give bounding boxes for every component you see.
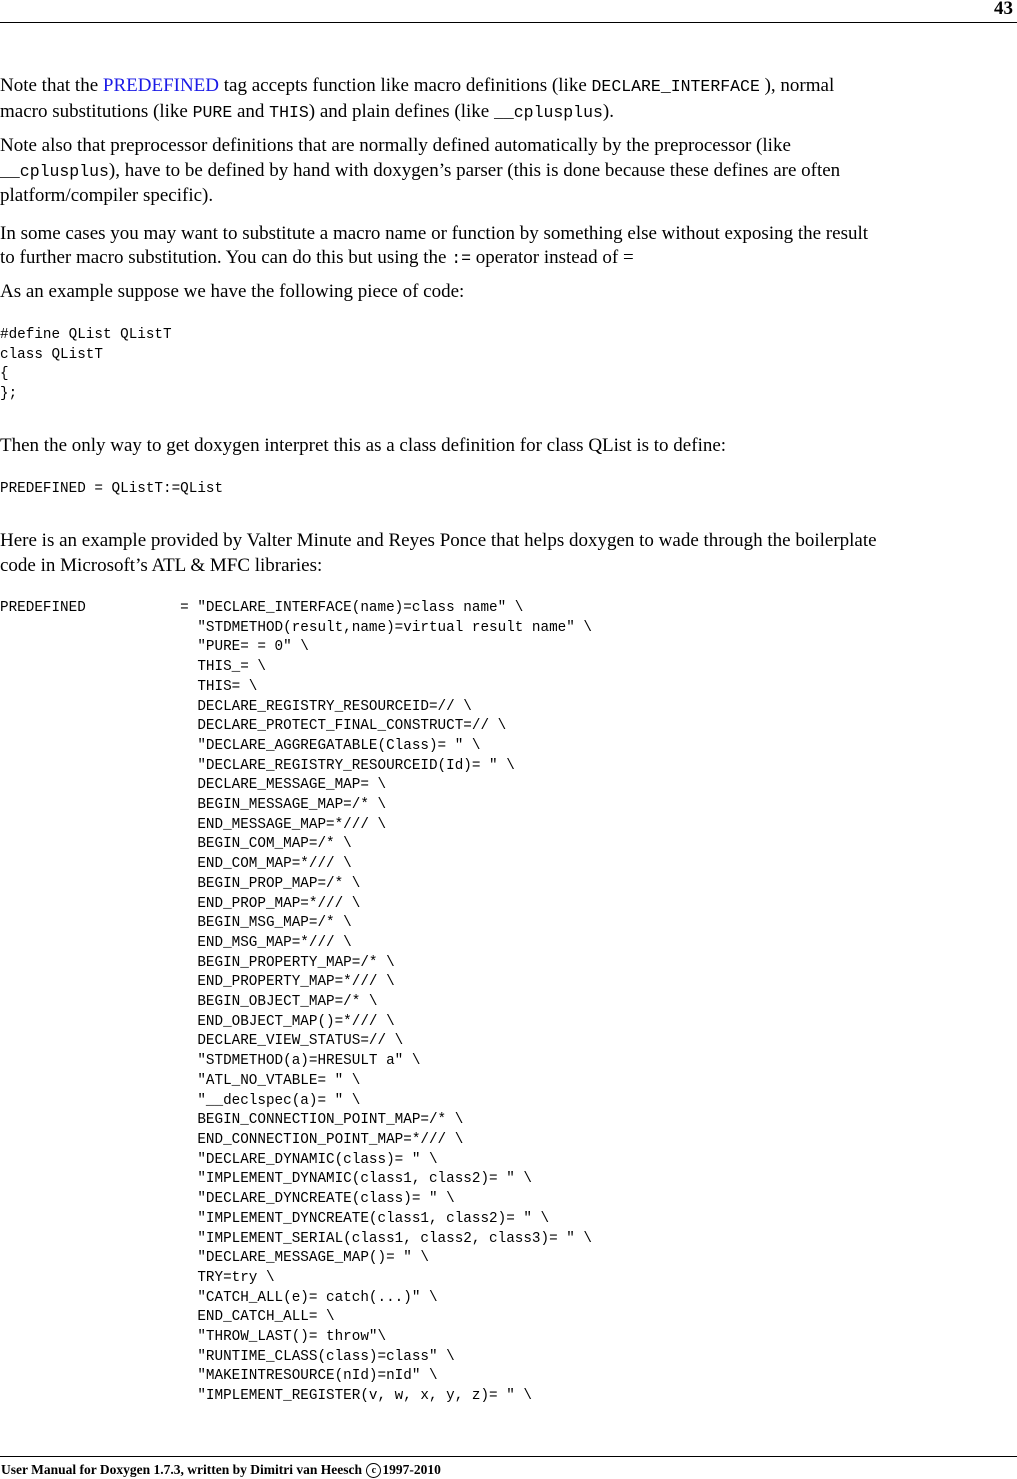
paragraph-preprocessor-definitions	[0, 134, 884, 209]
inline-code: THIS	[269, 102, 309, 122]
header-rule	[0, 22, 1017, 23]
page-number: 43	[994, 0, 1013, 19]
code-block-atl-mfc-predefined: PREDEFINED = "DECLARE_INTERFACE(name)=class name" \ "STDMETHOD(result,name)=virtual result name" \ "PURE= = 0" \ THIS_= \ THIS= \ DECLARE_REGISTRY_RESOURCEID=// \ DECLARE_PROTECT_FINAL_CONSTRUCT=// \ "DECLARE_AGGREGATABLE(Class)= " \ "DECLARE_REGISTRY_RESOURCEID(Id)= " \ DECLARE_MESSAGE_MAP= \ BEGIN_MESSAGE_MAP=/* \ END_MESSAGE_MAP=*/// \ BEGIN_COM_MAP=/* \ END_COM_MAP=*/// \ BEGIN_PROP_MAP=/* \ END_PROP_MAP=*/// \ BEGIN_MSG_MAP=/* \ END_MSG_MAP=*/// \ BEGIN_PROPERTY_MAP=/* \ END_PROPERTY_MAP=*/// \ BEGIN_OBJECT_MAP=/* \ END_OBJECT_MAP()=*/// \ DECLARE_VIEW_STATUS=// \ "STDMETHOD(a)=HRESULT a" \ "ATL_NO_VTABLE= " \ "__declspec(a)= " \ BEGIN_CONNECTION_POINT_MAP=/* \ END_CONNECTION_POINT_MAP=*/// \ "DECLARE_DYNAMIC(class)= " \ "IMPLEMENT_DYNAMIC(class1, class2)= " \ "DECLARE_DYNCREATE(class)= " \ "IMPLEMENT_DYNCREATE(class1, class2)= " \ "IMPLEMENT_SERIAL(class1, class2, class3)= " \ "DECLARE_MESSAGE_MAP()= " \ TRY=try \ "CATCH_ALL(e)= catch(...)" \ END_CATCH_ALL= \ "THROW_LAST()= throw"\ "RUNTIME_CLASS(class)=class" \ "MAKEINTRESOURCE(nId)=nId" \ "IMPLEMENT_REGISTER(v, w, x, y, z)= " \	[0, 600, 592, 1405]
footer-rule	[0, 1456, 1017, 1457]
inline-code: PURE	[192, 102, 233, 122]
text-run: tag accepts function like macro definitions (like	[219, 75, 592, 96]
paragraph-atl-mfc-example: Here is an example provided by Valter Minute and Reyes Ponce that helps doxygen to wade through the boilerplate code in Microsoft’s ATL & MFC libraries:	[0, 530, 877, 576]
page-content	[0, 74, 884, 1407]
text-run: ), have to be defined by hand with doxygen’s parser (this is done because these defines are often platform/compiler specific).	[0, 159, 841, 206]
text-run: ), normal macro substitutions (like	[0, 75, 835, 122]
paragraph-predefined-tag	[0, 74, 884, 125]
inline-code: __cplusplus	[0, 161, 109, 181]
inline-code: :=	[451, 249, 472, 268]
predefined-link[interactable]: PREDEFINED	[102, 75, 220, 96]
text-run: In some cases you may want to substitute a macro name or function by something else without exposing the result to further macro substitution. You can do this but using the	[0, 222, 869, 268]
paragraph-substitution-operator	[0, 222, 884, 272]
footer-years: 1997-2010	[382, 1462, 441, 1477]
paragraph-example-intro: As an example suppose we have the following piece of code:	[0, 280, 465, 302]
footer	[1, 1462, 441, 1478]
paragraph-class-definition: Then the only way to get doxygen interpret this as a class definition for class QList is to define:	[0, 434, 727, 456]
text-run: Note also that preprocessor definitions that are normally defined automatically by the preprocessor (like	[0, 135, 791, 156]
footer-text: User Manual for Doxygen 1.7.3, written by Dimitri van Heesch	[1, 1462, 366, 1477]
text-run: and	[232, 100, 270, 122]
inline-code: DECLARE_INTERFACE	[591, 77, 760, 96]
code-block-predefined-qlist: PREDEFINED = QListT:=QList	[0, 481, 224, 498]
text-run: ) and plain defines (like	[308, 100, 494, 122]
copyright-icon: c	[366, 1463, 381, 1478]
text-run: Note that the	[0, 75, 103, 96]
text-run: operator instead of =	[471, 247, 634, 268]
code-block-qlist: #define QList QListT class QListT { };	[0, 327, 172, 403]
text-run: ).	[602, 100, 614, 122]
inline-code: __cplusplus	[493, 102, 603, 122]
